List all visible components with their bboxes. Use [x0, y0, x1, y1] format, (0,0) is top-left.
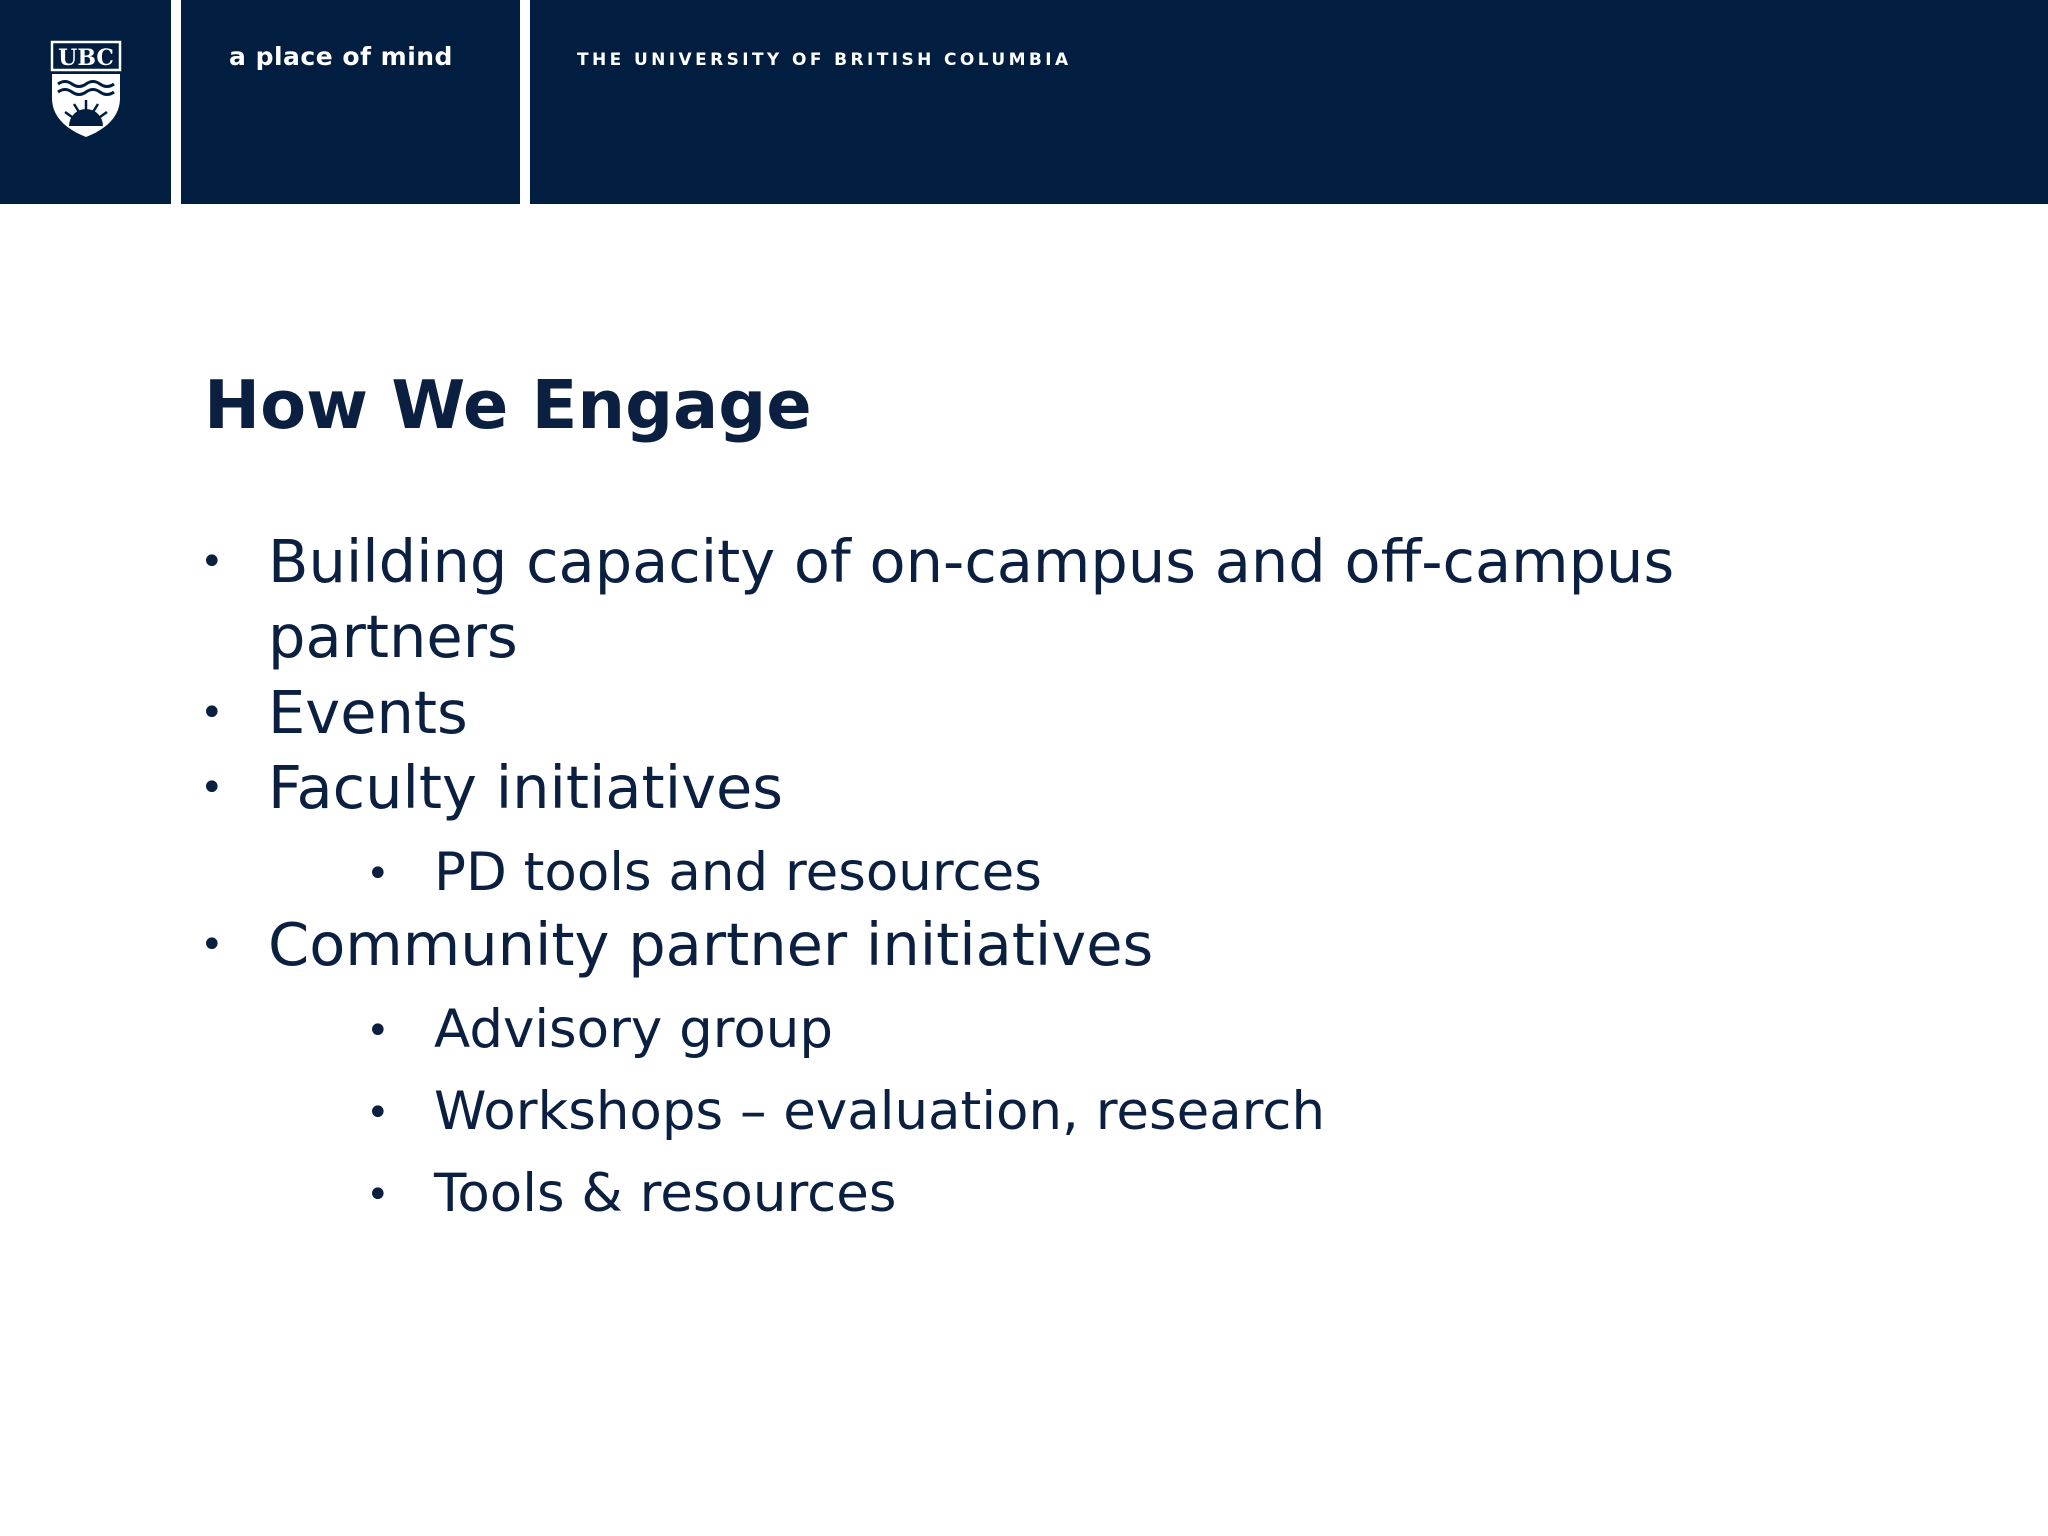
bullet-text: Events — [268, 678, 468, 747]
sub-bullet-text: Tools & resources — [434, 1163, 897, 1224]
bullet-marker: • — [200, 690, 224, 736]
bullet-text-line-1: Building capacity of on-campus and off-campus — [268, 527, 1675, 596]
sub-bullet-item — [366, 1077, 1326, 1147]
tagline-text: a place of mind — [229, 42, 453, 71]
bullet-text: Faculty initiatives — [268, 753, 784, 822]
sub-bullet-item — [366, 1159, 897, 1229]
bullet-marker: • — [200, 765, 224, 811]
bullet-marker: • — [366, 1172, 390, 1218]
bullet-item — [200, 907, 1154, 982]
bullet-marker: • — [200, 922, 224, 968]
bullet-marker: • — [366, 1090, 390, 1136]
sub-bullet-text: PD tools and resources — [434, 842, 1042, 903]
bullet-item — [200, 750, 784, 825]
svg-text:UBC: UBC — [58, 45, 114, 71]
sub-bullet-item — [366, 995, 834, 1065]
bullet-item — [200, 524, 1675, 674]
sub-bullet-item — [366, 838, 1042, 908]
slide-title: How We Engage — [204, 366, 812, 444]
sub-bullet-text: Advisory group — [434, 999, 834, 1060]
bullet-item — [200, 675, 468, 750]
bullet-marker: • — [200, 539, 224, 585]
bullet-marker: • — [366, 1008, 390, 1054]
bullet-text: Community partner initiatives — [268, 910, 1154, 979]
bullet-text-line-2: partners — [268, 602, 518, 671]
sub-bullet-text: Workshops – evaluation, research — [434, 1081, 1326, 1142]
bullet-marker: • — [366, 851, 390, 897]
university-name-text: THE UNIVERSITY OF BRITISH COLUMBIA — [577, 50, 1072, 70]
